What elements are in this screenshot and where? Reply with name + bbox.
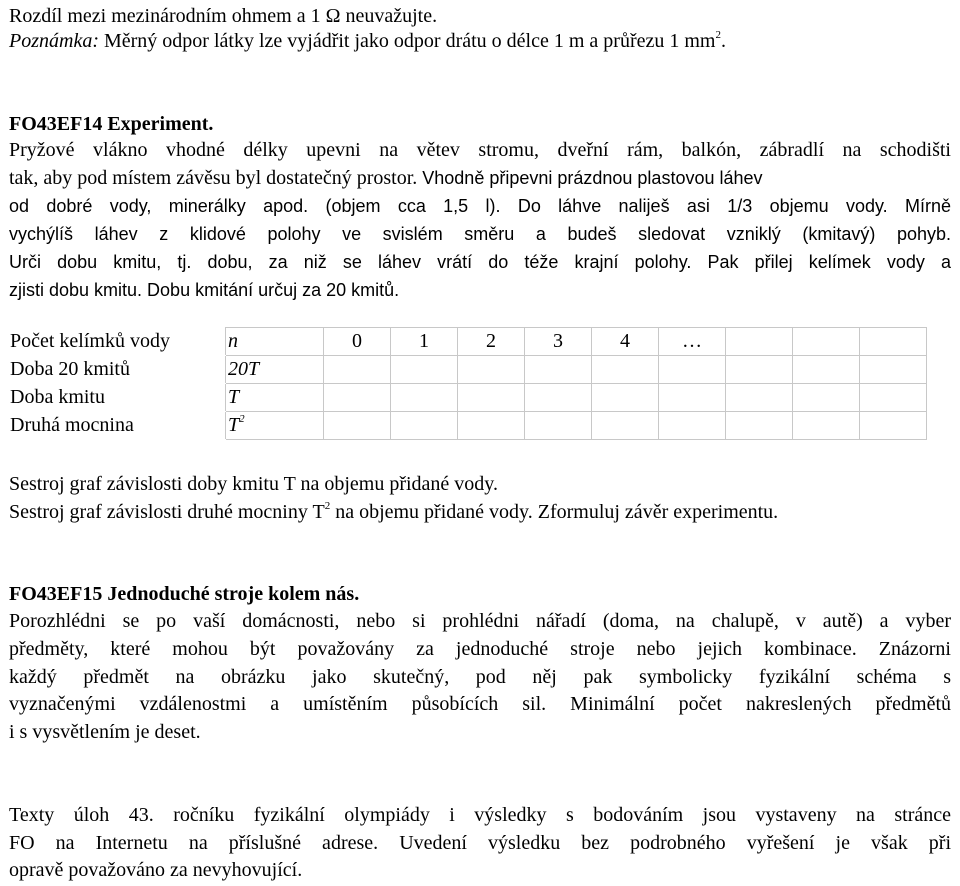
table-row bbox=[10, 328, 927, 356]
table-row bbox=[10, 412, 927, 440]
note-end: . bbox=[720, 30, 726, 52]
table-cell bbox=[860, 384, 927, 412]
table-cell bbox=[659, 356, 726, 384]
table-row bbox=[10, 384, 927, 412]
table-row bbox=[10, 356, 927, 384]
table-cell: 4 bbox=[592, 328, 659, 356]
symbol-superscript: 2 bbox=[239, 413, 245, 425]
table-cell bbox=[793, 328, 860, 356]
fo15-line-4: vyznačenými vzdálenostmi a umístěním působících sil. Minimální počet nakreslených předmětů bbox=[9, 693, 951, 715]
task-2-start: Sestroj graf závislosti druhé mocniny T bbox=[9, 501, 325, 523]
fo14-line-2-sans: Vhodně připevni prázdnou plastovou láhev bbox=[422, 168, 763, 188]
task-1: Sestroj graf závislosti doby kmitu T na objemu přidané vody. bbox=[9, 473, 499, 495]
table-cell bbox=[458, 412, 525, 440]
table-cell bbox=[860, 328, 927, 356]
table-cell bbox=[324, 412, 391, 440]
row-label: Doba kmitu bbox=[10, 384, 226, 412]
table-cell bbox=[525, 412, 592, 440]
table-cell: 0 bbox=[324, 328, 391, 356]
row-label: Doba 20 kmitů bbox=[10, 356, 226, 384]
table-cell bbox=[793, 412, 860, 440]
footer-line-1: Texty úloh 43. ročníku fyzikální olympiády i výsledky s bodováním jsou vystaveny na stránce bbox=[9, 804, 951, 826]
fo14-sans-line-4: zjisti dobu kmitu. Dobu kmitání určuj za 20 kmitů. bbox=[9, 280, 400, 300]
table-cell: 3 bbox=[525, 328, 592, 356]
row-symbol: 20T bbox=[226, 356, 324, 384]
note-label: Poznámka: bbox=[9, 30, 99, 52]
note-superscript: 2 bbox=[715, 29, 721, 41]
table-cell: 2 bbox=[458, 328, 525, 356]
row-symbol bbox=[226, 412, 324, 440]
fo15-line-5: i s vysvětlením je deset. bbox=[9, 721, 201, 743]
table-cell bbox=[793, 356, 860, 384]
symbol-text: T bbox=[228, 414, 240, 436]
fo14-sans-line-2: vychýlíš láhev z klidové polohy ve svislém směru a budeš sledovat vzniklý (kmitavý) pohyb. bbox=[9, 224, 951, 244]
fo15-line-2: předměty, které mohou být považovány za jednoduché stroje nebo jejich kombinace. Znázorni bbox=[9, 638, 951, 660]
measurement-table bbox=[9, 327, 927, 440]
note-line bbox=[9, 29, 951, 53]
table-cell bbox=[793, 384, 860, 412]
table-cell bbox=[726, 412, 793, 440]
table-cell bbox=[659, 412, 726, 440]
task-2-superscript: 2 bbox=[324, 500, 331, 512]
table-cell bbox=[324, 384, 391, 412]
table-cell bbox=[525, 384, 592, 412]
fo14-sans-line-1: od dobré vody, minerálky apod. (objem cca 1,5 l). Do láhve naliješ asi 1/3 objemu vody. Mírně bbox=[9, 196, 951, 216]
footer-line-3: opravě považováno za nevyhovující. bbox=[9, 859, 303, 881]
fo14-heading: FO43EF14 Experiment. bbox=[9, 113, 214, 135]
table-cell bbox=[726, 384, 793, 412]
row-label: Druhá mocnina bbox=[10, 412, 226, 440]
table-cell bbox=[391, 412, 458, 440]
table-cell bbox=[592, 384, 659, 412]
table-cell: … bbox=[659, 328, 726, 356]
fo14-line-2 bbox=[9, 166, 951, 190]
row-label: Počet kelímků vody bbox=[10, 328, 226, 356]
fo14-line-2-serif: tak, aby pod místem závěsu byl dostatečný prostor. bbox=[9, 167, 418, 189]
footer-line-2: FO na Internetu na příslušné adrese. Uvedení výsledku bez podrobného vyřešení je však při bbox=[9, 832, 951, 854]
table-cell bbox=[458, 356, 525, 384]
table-cell bbox=[391, 356, 458, 384]
table-cell bbox=[659, 384, 726, 412]
fo15-line-1: Porozhlédni se po vaší domácnosti, nebo si prohlédni nářadí (doma, na chalupě, v autě) a vyber bbox=[9, 610, 951, 632]
table-cell bbox=[726, 328, 793, 356]
fo15-line-3: každý předmět na obrázku jako skutečný, pod něj pak symbolicky fyzikální schéma s bbox=[9, 666, 951, 688]
fo14-sans-line-3: Urči dobu kmitu, tj. dobu, za niž se láhev vrátí do téže krajní polohy. Pak přilej kelímek vody a bbox=[9, 252, 951, 272]
intro-line: Rozdíl mezi mezinárodním ohmem a 1 Ω neuvažujte. bbox=[9, 5, 438, 27]
table-cell bbox=[592, 412, 659, 440]
table-cell bbox=[324, 356, 391, 384]
task-2 bbox=[9, 500, 951, 524]
table-cell bbox=[592, 356, 659, 384]
table-cell bbox=[391, 384, 458, 412]
table-cell bbox=[726, 356, 793, 384]
table-cell bbox=[525, 356, 592, 384]
note-text: Měrný odpor látky lze vyjádřit jako odpor drátu o délce 1 m a průřezu 1 mm bbox=[98, 30, 716, 52]
table-cell bbox=[860, 356, 927, 384]
fo15-heading: FO43EF15 Jednoduché stroje kolem nás. bbox=[9, 583, 360, 605]
table-cell bbox=[860, 412, 927, 440]
task-2-end: na objemu přidané vody. Zformuluj závěr experimentu. bbox=[330, 501, 779, 523]
row-symbol: T bbox=[226, 384, 324, 412]
fo14-line-1: Pryžové vlákno vhodné délky upevni na větev stromu, dveřní rám, balkón, zábradlí na schodišti bbox=[9, 139, 951, 161]
table-cell bbox=[458, 384, 525, 412]
table-cell: 1 bbox=[391, 328, 458, 356]
row-symbol: n bbox=[226, 328, 324, 356]
